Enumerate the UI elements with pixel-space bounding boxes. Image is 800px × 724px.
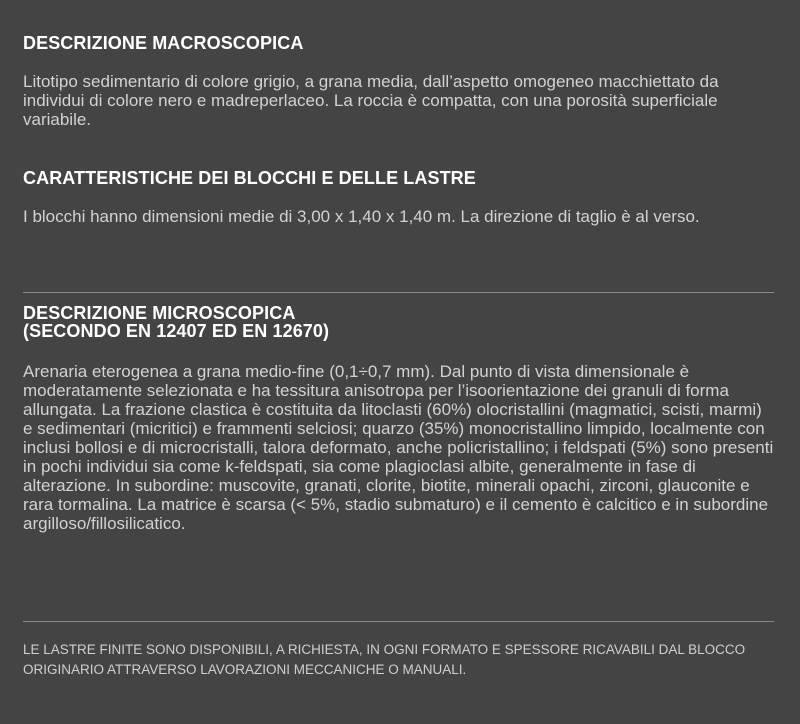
blocks-heading: CARATTERISTICHE DEI BLOCCHI E DELLE LASTRE [23,168,476,188]
macro-heading: DESCRIZIONE MACROSCOPICA [23,33,304,53]
micro-heading-line1: DESCRIZIONE MICROSCOPICA [23,303,296,323]
footnote: LE LASTRE FINITE SONO DISPONIBILI, A RICHIESTA, IN OGNI FORMATO E SPESSORE RICAVABILI DAL BLOCCO ORIGINARIO ATTRAVERSO LAVORAZIONI MECCANICHE O MANUALI. [23,642,746,677]
divider-2 [23,621,774,622]
micro-heading [23,304,329,340]
micro-heading-line2: (SECONDO EN 12407 ED EN 12670) [23,321,330,341]
micro-body: Arenaria eterogenea a grana medio-fine (0,1÷0,7 mm). Dal punto di vista dimensionale è moderatamente selezionata e ha tessitura anisotropa per l’isoorientazione dei granuli di forma allungata. La frazione clastica è costituita da litoclasti (60%) olocristallini (magmatici, scisti, marmi) e sedimentari (micritici) e frammenti selciosi; quarzo (35%) monocristallino limpido, localmente con inclusi bollosi e di microcristalli, talora deformato, anche policristallino; i feldspati (5%) sono presenti in pochi individui sia come k-feldspati, sia come plagioclasi albite, generalmente in fase di alterazione. In subordine: muscovite, granati, clorite, biotite, minerali opachi, zirconi, glauconite e rara tormalina. La matrice è scarsa (< 5%, stadio submaturo) e il cemento è calcitico e in subordine argilloso/fillosilicatico. [23,362,774,533]
macro-body: Litotipo sedimentario di colore grigio, a grana media, dall’aspetto omogeneo macchiettato da individui di colore nero e madreperlaceo. La roccia è compatta, con una porosità superficiale variabile. [23,72,719,129]
divider-1 [23,292,774,293]
blocks-body: I blocchi hanno dimensioni medie di 3,00 x 1,40 x 1,40 m. La direzione di taglio è al verso. [23,207,700,226]
